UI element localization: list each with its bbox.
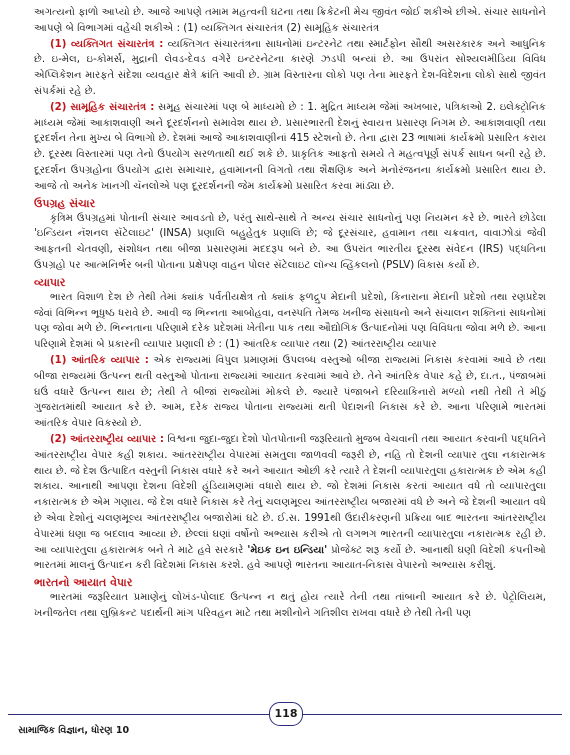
page-body [34,5,546,622]
trade-paragraph: ભારત વિશાળ દેશ છે તેથી તેમાં ક્યાંક પર્વતીયક્ષેત્ર તો ક્યાંક ફળદ્રુપ મેદાની પ્રદેશો, કિનારાના મેદાની પ્રદેશો તથા રણપ્રદેશ જેવાં વિભિન્ન ભૂધૃષ્ઠ ધરાવે છે. આવી જ ભિન્નતા આબોહવા, વનસ્પતિ તેમજ ખનીજ સંસાધનો અને સંચાલન શક્તિનાં સાધનોમાં પણ જોવા મળે છે. ભિન્નતાના પરિણામે દરેક પ્રદેશમાં ખેતીના પાક તથા ઔદ્યોગિક ઉત્પાદનોમાં પણ વિવિધતા જોવા મળે છે. આના પરિણામે દેશમાં બે પ્રકારની વ્યાપાર પ્રણાલી છે : (1) આંતરિક વ્યાપાર તથા (2) આંતરરાષ્ટ્રીય વ્યાપાર [34,291,546,351]
international-trade-text-before: વિશ્વના જુદા-જુદા દેશો પોતપોતાની જરૂરિયાતો મુજબ વેચવાની તથા આયાત કરવાની પદ્ધતિને આંતરરાષ્ટ્રીય વેપાર કહી શકાય. આંતરરાષ્ટ્રીય વેપારમાં સમતુલા જાળવવી જરૂરી છે, નહિ તો દેશની વ્યાપાર તુલા નકારાત્મક થાય છે. જે દેશ ઉત્પાદિત વસ્તુની નિકાસ વધારે કરે અને આયાત ઓછી કરે ત્યારે તે દેશની વ્યાપારતુલા હકારાત્મક છે એમ કહી શકાય. આનાથી આપણા દેશના વિદેશી હૂંડિયામણમાં વધારો થાય છે. જો દેશમાં નિકાસ કરતાં આયાત વધે તો વ્યાપારતુલા નકારાત્મક છે એમ ગણાય. જે દેશ વધારે નિકાસ કરે તેનું ચલણમૂલ્ય આંતરરાષ્ટ્રીય બજારમાં વધે છે અને જે દેશની આયાત વધે છે એવા દેશોનું ચલણમૂલ્ય આંતરરાષ્ટ્રીય બજારોમાં ઘટે છે. ઈ.સ. 1991થી ઉદારીકરણની પ્રક્રિયા બાદ ભારતના આંતરરાષ્ટ્રીય વેપારમાં ઘણા જ બદલાવ આવ્યા છે. છેલ્લાં ઘણાં વર્ષોનો અભ્યાસ કરીએ તો લગભગ ભારતની વ્યાપારતુલા નકારાત્મક રહી છે. આ વ્યાપારતુલા હકારાત્મક બને તે માટે હવે સરકારે [34,433,546,556]
make-in-india-term: 'મેઇક ઇન ઇન્ડિયા' [247,544,328,556]
imports-heading: ભારતનો આયાત વેપાર [34,576,133,590]
satellite-paragraph: કૃત્રિમ ઉપગ્રહમાં પોતાની સંચાર આવડતો છે, પરંતુ સાથે-સાથે તે અન્ય સંચાર સાધનોનું પણ નિયમન કરે છે. ભારતે છોડેલા 'ઇન્ડિયન નૅશનલ સૅટેલાઇટ' (INSA) પ્રણાલિ બહુહેતુક પ્રણાલિ છે; જે દૂરસંચાર, હવામાન તથા ચક્રવાત, વાવાઝોડાં જેવી આફતની ચેતવણી, સંશોધન તથા બીજા પ્રસારણમાં મદદરૂપ બને છે. આ ઉપરાંત ભારતીય દૂરસ્થ સંવેદન (IRS) પદ્ધતિના ઉપગ્રહો પર આત્મનિર્ભર બની પોતાના પ્રક્ષેપણ વાહન પોલર સૅટેલાઇટ લૉન્ચ વ્હિકલનો (PSLV) વિકાસ કર્યો છે. [34,212,546,271]
trade-heading: વ્યાપાર [34,275,66,289]
international-trade-paragraph [34,432,546,574]
internal-trade-text: એક રાજ્યમાં વિપુલ પ્રમાણમાં ઉપલબ્ધ વસ્તુઓ બીજા રાજ્યમાં નિકાસ કરવામાં આવે છે તથા બીજા રાજ્યમાં ઉત્પન્ન થતી વસ્તુઓ પોતાના રાજ્યમાં આયાત કરવામાં આવે છે. તેને આંતરિક વેપાર કહે છે, દા.ત., પંજાબમાં ઘઉં વધારે ઉત્પન્ન થાય છે; તેથી તે બીજાં રાજ્યોમાં મોકલે છે. જ્યારે પંજાબને દરિયાકિનારો મળ્યો નથી તેથી તે મીઠું ગુજરાતમાંથી આયાત કરે છે. આમ, દરેક રાજ્ય પોતાના રાજ્યમાં થતી પેદાશની નિકાસ કરે છે. આના પરિણામે ભારતમાં આંતરિક વેપાર વિકસ્યો છે. [34,354,546,430]
personal-communication-text: વ્યક્તિગત સંચારતંત્રના સાધનોમાં ઇન્ટરનેટ તથા સ્માર્ટફોન સૌથી અસરકારક અને આધુનિક છે. ઇ-મેલ, ઇ-કોમર્સ, મુદ્રાની લેવડ-દેવડ વગેરે ઇન્ટરનેટના કારણે ઝડપી બન્યાં છે. આ ઉપરાંત સોશ્યલમીડિયા વિવિધ એપ્લિકેશન મારફતે સંદેશા વ્યવહાર ક્ષેત્રે ક્રાંતિ આવી છે. ગ્રામ વિસ્તારના લોકો પણ તેના મારફતે દેશ-વિદેશના લોકો સાથે જીવંત સંપર્કમાં રહે છે. [34,38,546,97]
mass-communication-text: સમૂહ સંચારમાં પણ બે માધ્યમો છે : 1. મુદ્રિત માધ્યમ જેમાં અખબાર, પત્રિકાઓ 2. ઇલેક્ટ્રોનિક માધ્યમ જેમાં આકાશવાણી અને દૂરદર્શનનો સમાવેશ થાય છે. પ્રસારભારતી દેશનું સ્વાયત્ત પ્રસારણ નિગમ છે. આકાશવાણી તથા દૂરદર્શન તેના મુખ્ય બે વિભાગો છે. દેશમાં આજે આકાશવાણીનાં 415 સ્ટેશનો છે. તેના દ્વારા 23 ભાષામાં કાર્યક્રમો પ્રસારિત કરાય છે. દૂરસ્થ વિસ્તારમાં પણ તેનો ઉપયોગ સરળતાથી થઈ શકે છે. પ્રાકૃતિક આફતો સમયે તે મહત્વપૂર્ણ સંપર્ક સાધન બની રહે છે. દૂરદર્શન ઉપગ્રહોના ઉપયોગ દ્વારા સમાચાર, હવામાનની વિગતો તથા શૈક્ષણિક અને મનોરંજનના કાર્યક્રમો પ્રસારિત થાય છે. આજે તો અનેક ખાનગી ચૅનલોએ પણ દૂરદર્શનની જેમ કાર્યક્રમો પ્રસારિત કરવા માંડ્યા છે. [34,101,546,192]
mass-communication-paragraph [34,100,546,195]
satellite-heading: ઉપગ્રહ સંચાર [34,196,96,210]
book-title: સામાજિક વિજ્ઞાન, ધોરણ 10 [18,725,130,736]
international-trade-text-after: પ્રોજેક્ટ શરૂ કર્યો છે. આનાથી ઘણી વિદેશી કંપનીઓ ભારતમાં માલનું ઉત્પાદન કરી વિદેશમાં નિકાસ કરશે. હવે આપણે ભારતના આયાત-નિકાસ વેપારનો અભ્યાસ કરીશું. [34,544,546,572]
page-number: 118 [269,702,303,726]
international-trade-label: (2) આંતરરાષ્ટ્રીય વ્યાપાર : [50,433,164,445]
personal-communication-label: (1) વ્યક્તિગત સંચારતંત્ર : [50,38,164,50]
personal-communication-paragraph [34,37,546,100]
mass-communication-label: (2) સામૂહિક સંચારતંત્ર : [50,101,155,113]
internal-trade-paragraph [34,353,546,432]
imports-paragraph: ભારતમાં જરૂરિયાત પ્રમાણેનું લોખંડ-પોલાદ ઉત્પન્ન ન થતું હોય ત્યારે તેની તથા તાંબાની આયાત કરે છે. પેટ્રોલિયમ, ખનીજતેલ તથા લુબ્રિકન્ટ પદાર્થની માંગ પરિવહન માટે તથા મશીનોને ગતિશીલ રાખવા વધારે છે તેથી તેની પણ [34,592,546,619]
intro-paragraph: અગત્યનો ફાળો આપ્યો છે. આજે આપણે તમામ મહત્વની ઘટના તથા ક્રિકેટની મેચ જીવંત જોઈ શકીએ છીએ. સંચાર સાધનોને આપણે બે વિભાગમાં વહેંચી શકીએ : (1) વ્યક્તિગત સંચારતંત્ર (2) સામૂહિક સંચારતંત્ર [34,7,546,34]
internal-trade-label: (1) આંતરિક વ્યાપાર : [50,354,149,366]
